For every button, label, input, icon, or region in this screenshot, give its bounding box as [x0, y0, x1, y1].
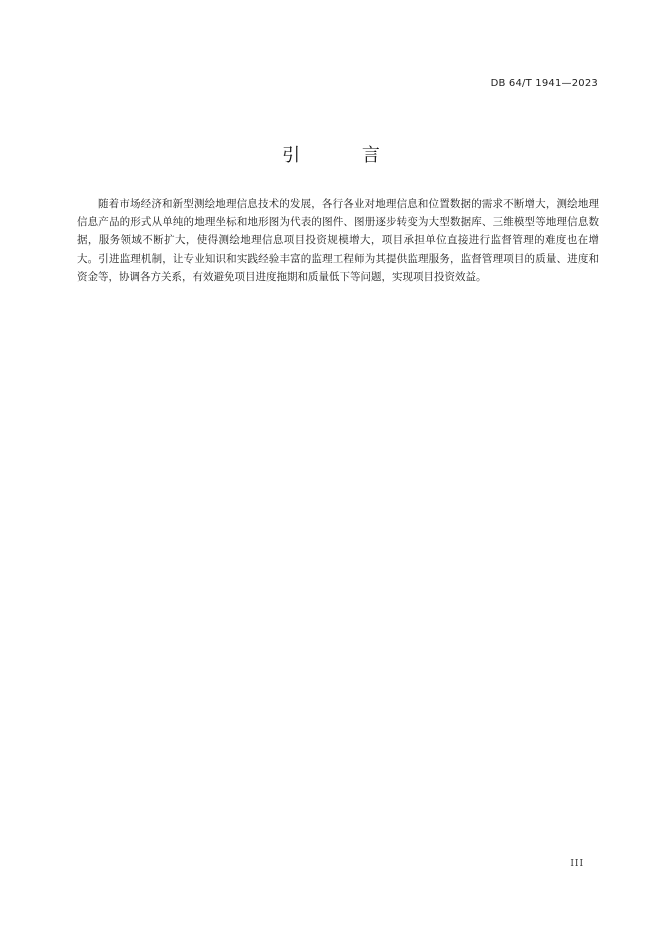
page-number: III [570, 859, 584, 869]
section-title: 引 言 [282, 145, 408, 166]
document-code: DB 64/T 1941—2023 [490, 78, 598, 89]
introduction-paragraph: 随着市场经济和新型测绘地理信息技术的发展，各行各业对地理信息和位置数据的需求不断增大，测绘地理信息产品的形式从单纯的地理坐标和地形图为代表的图件、图册逐步转变为大型数据库、三维模型等地理信息数据，服务领域不断扩大，使得测绘地理信息项目投资规模增大，项目承担单位直接进行监督管理的难度也在增大。引进监理机制，让专业知识和实践经验丰富的监理工程师为其提供监理服务，监督管理项目的质量、进度和资金等，协调各方关系，有效避免项目进度拖期和质量低下等问题，实现项目投资效益。 [77, 198, 599, 283]
